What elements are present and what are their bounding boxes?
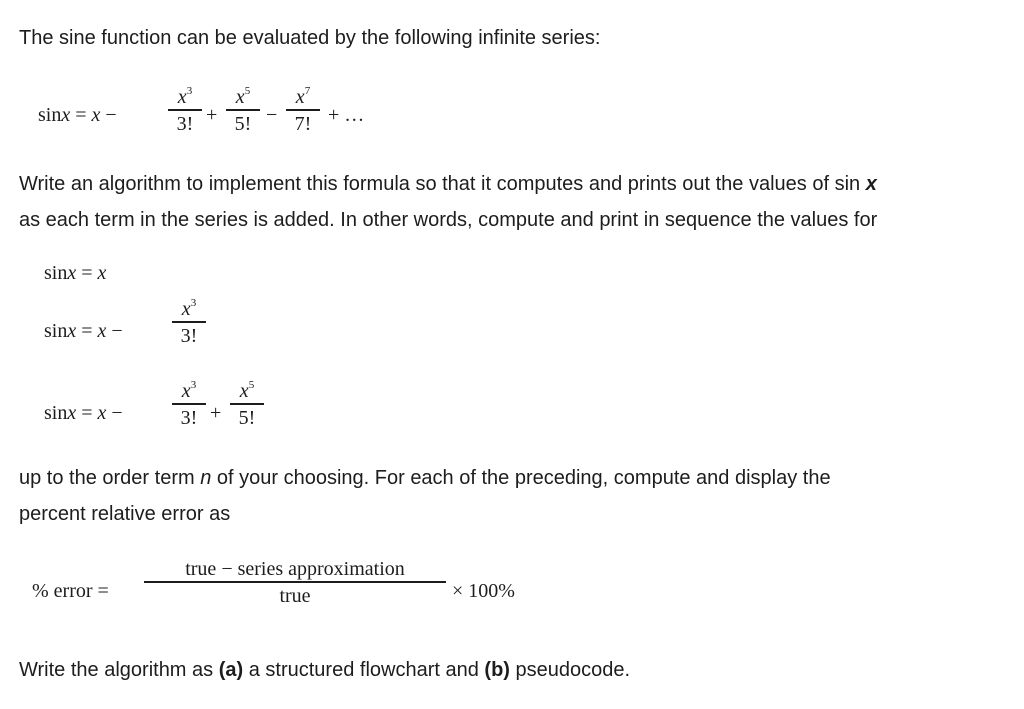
term-x5-over-5fact: $x^5$ 5!: [226, 86, 260, 135]
partial-sum-3: sinx = x − $x^3$ 3! + $x^5$ 5!: [44, 380, 304, 444]
instruction-line-1: Write an algorithm to implement this formula so that it computes and prints out the values of sin x: [19, 173, 877, 195]
sin-label: sin: [38, 104, 62, 126]
error-label: % error: [32, 580, 93, 602]
equals-sign: =: [75, 104, 87, 126]
error-fraction: true − series approximation true: [144, 558, 446, 607]
term-x3-over-3fact: $x^3$ 3!: [168, 86, 202, 135]
times-100-percent: × 100%: [452, 580, 515, 602]
plus-sign: +: [206, 104, 218, 126]
order-line-2: percent relative error as: [19, 503, 231, 525]
partial-sum-2: sinx = x − $x^3$ 3!: [44, 298, 264, 362]
instruction-line-2: as each term in the series is added. In other words, compute and print in sequence the values for: [19, 209, 878, 231]
minus-sign: −: [105, 104, 117, 126]
ellipsis: + …: [328, 104, 365, 126]
term-x7-over-7fact: $x^7$ 7!: [286, 86, 320, 135]
sine-series-formula: [38, 86, 418, 150]
partial-sum-1: sinx = x: [44, 262, 107, 284]
order-line-1: up to the order term n of your choosing. For each of the preceding, compute and display the: [19, 467, 831, 489]
percent-error-formula: % error = true − series approximation true × 100%: [32, 558, 515, 607]
var-x: x: [61, 104, 71, 126]
minus-sign-2: −: [266, 104, 278, 126]
intro-text: The sine function can be evaluated by the following infinite series:: [19, 27, 601, 49]
first-term: x: [91, 104, 101, 126]
final-instruction: Write the algorithm as (a) a structured flowchart and (b) pseudocode.: [19, 659, 631, 681]
